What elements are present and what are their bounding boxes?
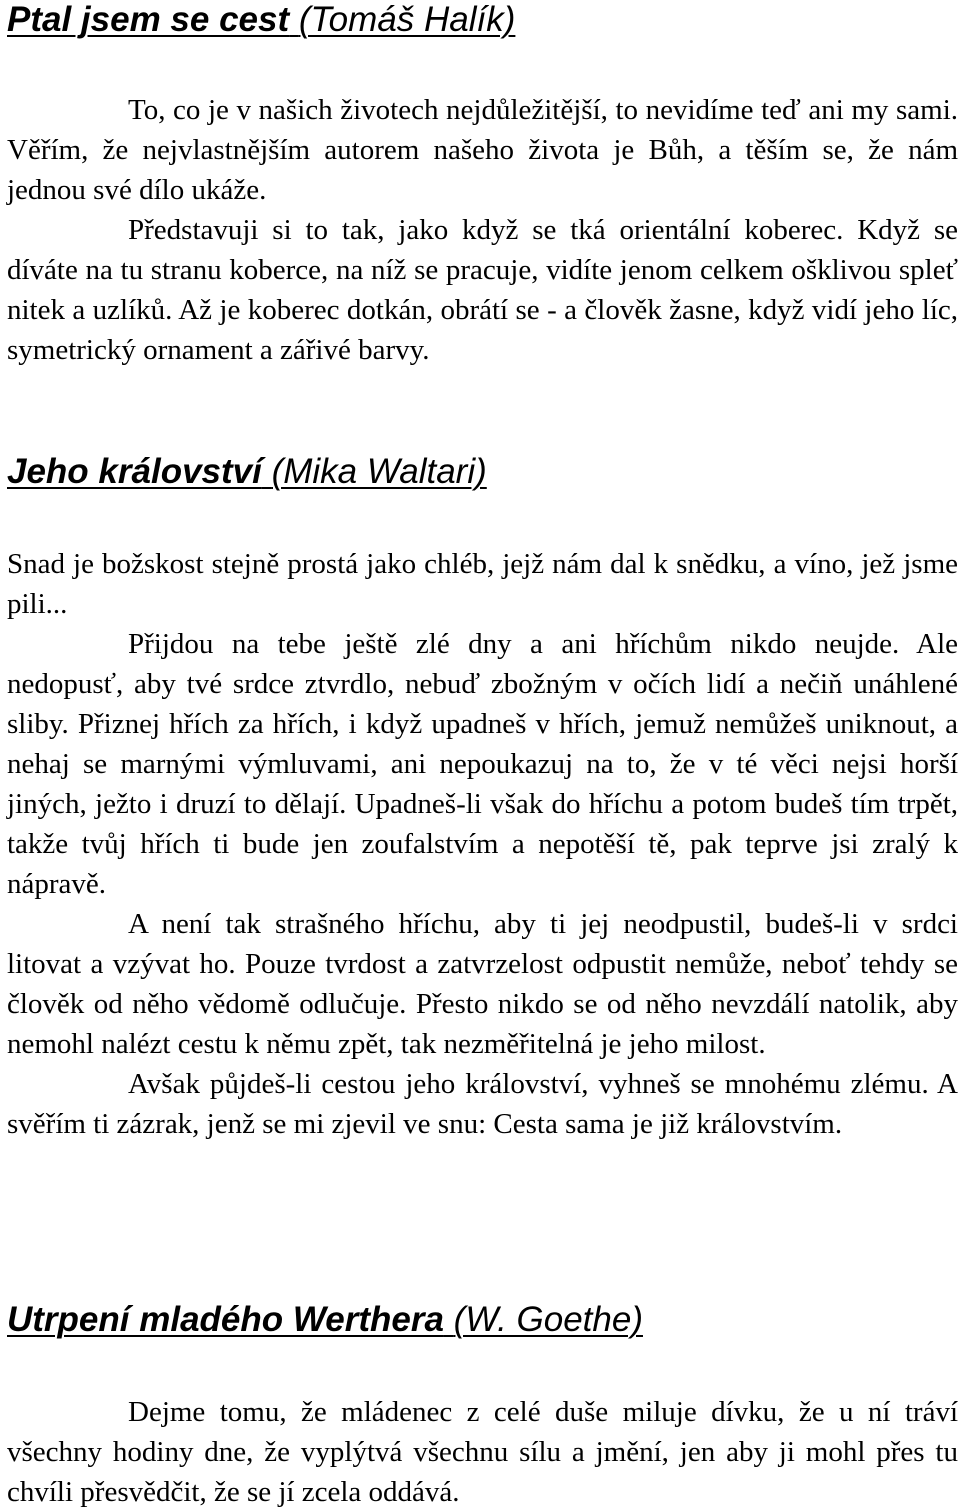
section-heading <box>7 452 487 492</box>
section-body <box>7 1392 958 1512</box>
section-body <box>7 544 958 1144</box>
paragraph: Snad je božskost stejně prostá jako chléb, jejž nám dal k snědku, a víno, jež jsme pili... <box>7 548 958 620</box>
heading-author: (W. Goethe) <box>453 1300 643 1339</box>
heading-title: Ptal jsem se cest <box>7 0 290 39</box>
section-heading <box>7 1300 643 1340</box>
paragraph: Přijdou na tebe ještě zlé dny a ani hříchům nikdo neujde. Ale nedopusť, aby tvé srdce ztvrdlo, nebuď zbožným v očích lidí a nečiň unáhlené sliby. Přiznej hřích za hřích, i když upadneš v hřích, jemuž nemůžeš uniknout, a nehaj se marnými výmluvami, ani nepoukazuj na to, že v té věci nejsi horší jiných, ježto i druzí to dělají. Upadneš-li však do hříchu a potom budeš tím trpět, takže tvůj hřích ti bude jen zoufalstvím a nepotěší tě, pak teprve jsi zralý k nápravě. <box>7 628 958 900</box>
paragraph: Avšak půjdeš-li cestou jeho království, vyhneš se mnohému zlému. A svěřím ti zázrak, jenž se mi zjevil ve snu: Cesta sama je již královstvím. <box>7 1068 958 1140</box>
heading-title: Utrpení mladého Werthera <box>7 1300 444 1339</box>
heading-author: (Mika Waltari) <box>271 452 487 491</box>
heading-author: (Tomáš Halík) <box>298 0 516 39</box>
section-body <box>7 90 958 370</box>
paragraph: A není tak strašného hříchu, aby ti jej neodpustil, budeš-li v srdci litovat a vzývat ho. Pouze tvrdost a zatvrzelost odpustit nemůže, neboť tehdy se člověk od něho vědomě odlučuje. Přesto nikdo se od něho nevzdálí natolik, aby nemohl nalézt cestu k němu zpět, tak nezměřitelná je jeho milost. <box>7 908 958 1060</box>
paragraph: Představuji si to tak, jako když se tká orientální koberec. Když se díváte na tu stranu koberce, na níž se pracuje, vidíte jenom celkem ošklivou spleť nitek a uzlíků. Až je koberec dotkán, obrátí se - a člověk žasne, když vidí jeho líc, symetrický ornament a zářivé barvy. <box>7 214 958 366</box>
heading-title: Jeho království <box>7 452 262 491</box>
paragraph: To, co je v našich životech nejdůležitější, to nevidíme teď ani my sami. Věřím, že nejvlastnějším autorem našeho života je Bůh, a těším se, že nám jednou své dílo ukáže. <box>7 94 958 206</box>
section-heading <box>7 0 515 40</box>
paragraph: Dejme tomu, že mládenec z celé duše miluje dívku, že u ní tráví všechny hodiny dne, že vyplýtvá všechnu sílu a jmění, jen aby ji mohl přes tu chvíli přesvědčit, že se jí zcela oddává. <box>7 1396 958 1508</box>
